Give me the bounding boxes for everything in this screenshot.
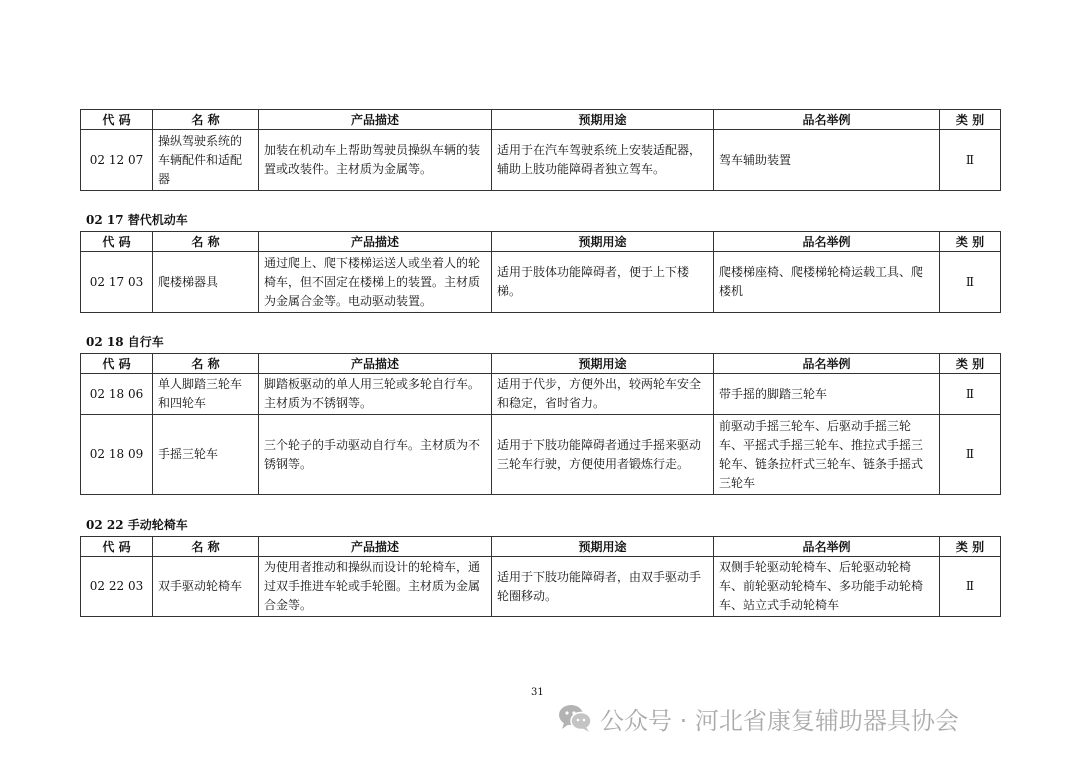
cell-code: 02 12 07 (81, 130, 153, 191)
header-class: 类 别 (940, 110, 1001, 130)
cell-name: 单人脚踏三轮车和四轮车 (153, 374, 259, 415)
header-code: 代 码 (81, 110, 153, 130)
cell-description: 三个轮子的手动驱动自行车。主材质为不锈钢等。 (259, 415, 492, 495)
table-row (81, 374, 1001, 415)
header-code: 代 码 (81, 232, 153, 252)
cell-description: 通过爬上、爬下楼梯运送人或坐着人的轮椅车，但不固定在楼梯上的装置。主材质为金属合金等。电动驱动装置。 (259, 252, 492, 313)
table-row (81, 252, 1001, 313)
table-row (81, 130, 1001, 191)
cell-intended-use: 适用于下肢功能障碍者通过手摇来驱动三轮车行驶，方便使用者锻炼行走。 (492, 415, 714, 495)
table-row (81, 415, 1001, 495)
cell-name: 爬楼梯器具 (153, 252, 259, 313)
header-class: 类 别 (940, 354, 1001, 374)
header-code: 代 码 (81, 354, 153, 374)
section-title: 02 17 替代机动车 (86, 213, 188, 227)
cell-intended-use: 适用于肢体功能障碍者，便于上下楼梯。 (492, 252, 714, 313)
section-title: 02 22 手动轮椅车 (86, 518, 188, 532)
cell-examples: 带手摇的脚踏三轮车 (714, 374, 940, 415)
cell-description: 脚踏板驱动的单人用三轮或多轮自行车。主材质为不锈钢等。 (259, 374, 492, 415)
table-header-row (81, 354, 1001, 374)
header-intended-use: 预期用途 (492, 232, 714, 252)
cell-examples: 双侧手轮驱动轮椅车、后轮驱动轮椅车、前轮驱动轮椅车、多功能手动轮椅车、站立式手动轮椅车 (714, 557, 940, 617)
header-examples: 品名举例 (714, 110, 940, 130)
cell-intended-use: 适用于下肢功能障碍者，由双手驱动手轮圈移动。 (492, 557, 714, 617)
table-header-row (81, 110, 1001, 130)
header-name: 名 称 (153, 537, 259, 557)
section-title: 02 18 自行车 (86, 335, 164, 349)
cell-name: 双手驱动轮椅车 (153, 557, 259, 617)
cell-class: Ⅱ (940, 374, 1001, 415)
header-intended-use: 预期用途 (492, 354, 714, 374)
table-header-row (81, 537, 1001, 557)
watermark-text: 公众号 · 河北省康复辅助器具协会 (600, 706, 959, 735)
cell-class: Ⅱ (940, 252, 1001, 313)
cell-description: 为使用者推动和操纵而设计的轮椅车，通过双手推进车轮或手轮圈。主材质为金属合金等。 (259, 557, 492, 617)
cell-name: 操纵驾驶系统的车辆配件和适配器 (153, 130, 259, 191)
table-header-row (81, 232, 1001, 252)
cell-intended-use: 适用于代步，方便外出，较两轮车安全和稳定，省时省力。 (492, 374, 714, 415)
header-name: 名 称 (153, 232, 259, 252)
catalog-table-0212 (80, 109, 1001, 191)
header-examples: 品名举例 (714, 232, 940, 252)
table-row (81, 557, 1001, 617)
cell-description: 加装在机动车上帮助驾驶员操纵车辆的装置或改装件。主材质为金属等。 (259, 130, 492, 191)
catalog-table-0218 (80, 353, 1001, 495)
cell-name: 手摇三轮车 (153, 415, 259, 495)
cell-code: 02 18 06 (81, 374, 153, 415)
header-name: 名 称 (153, 354, 259, 374)
header-description: 产品描述 (259, 537, 492, 557)
wechat-icon (558, 703, 592, 733)
cell-class: Ⅱ (940, 557, 1001, 617)
cell-code: 02 22 03 (81, 557, 153, 617)
header-intended-use: 预期用途 (492, 110, 714, 130)
page-number: 31 (531, 687, 544, 698)
header-name: 名 称 (153, 110, 259, 130)
header-class: 类 别 (940, 537, 1001, 557)
cell-examples: 爬楼梯座椅、爬楼梯轮椅运载工具、爬楼机 (714, 252, 940, 313)
header-examples: 品名举例 (714, 537, 940, 557)
header-description: 产品描述 (259, 354, 492, 374)
catalog-table-0222 (80, 536, 1001, 617)
cell-class: Ⅱ (940, 415, 1001, 495)
header-class: 类 别 (940, 232, 1001, 252)
cell-code: 02 17 03 (81, 252, 153, 313)
header-code: 代 码 (81, 537, 153, 557)
cell-code: 02 18 09 (81, 415, 153, 495)
cell-examples: 前驱动手摇三轮车、后驱动手摇三轮车、平摇式手摇三轮车、推拉式手摇三轮车、链条拉杆式三轮车、链条手摇式三轮车 (714, 415, 940, 495)
header-examples: 品名举例 (714, 354, 940, 374)
header-description: 产品描述 (259, 110, 492, 130)
watermark (558, 700, 959, 736)
header-intended-use: 预期用途 (492, 537, 714, 557)
cell-class: Ⅱ (940, 130, 1001, 191)
catalog-table-0217 (80, 231, 1001, 313)
header-description: 产品描述 (259, 232, 492, 252)
cell-examples: 驾车辅助装置 (714, 130, 940, 191)
cell-intended-use: 适用于在汽车驾驶系统上安装适配器，辅助上肢功能障碍者独立驾车。 (492, 130, 714, 191)
